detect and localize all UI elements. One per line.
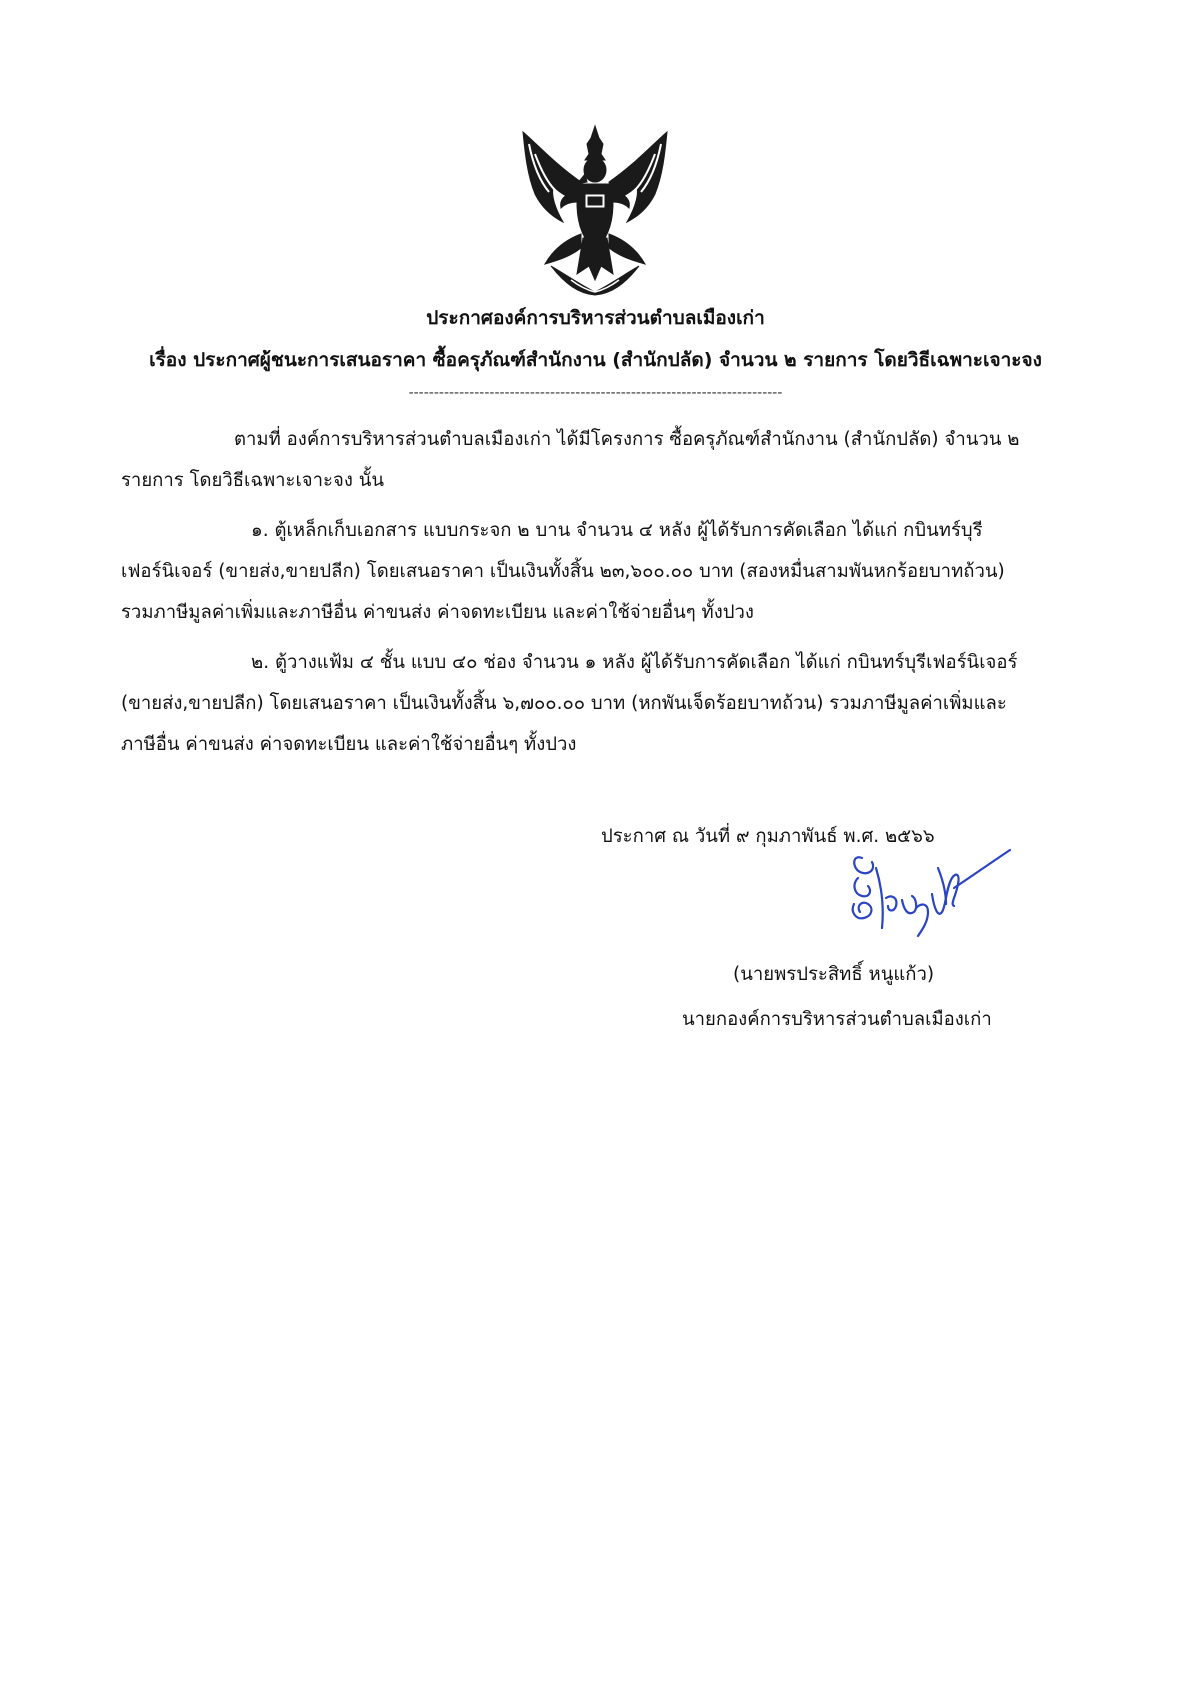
announcement-subject: เรื่อง ประกาศผู้ชนะการเสนอราคา ซื้อครุภัณฑ์สำนักงาน (สำนักปลัด) จำนวน ๒ รายการ โดยวิธีเฉพาะเจาะจง: [149, 349, 1042, 371]
signer-name: (นายพรประสิทธิ์ หนูแก้ว): [733, 964, 935, 985]
announcement-date: ประกาศ ณ วันที่ ๙ กุมภาพันธ์ พ.ศ. ๒๕๖๖: [601, 826, 935, 847]
intro-line-1: ตามที่ องค์การบริหารส่วนตำบลเมืองเก่า ได้มีโครงการ ซื้อครุภัณฑ์สำนักงาน (สำนักปลัด) จำนวน ๒: [234, 429, 1020, 450]
item-1-line-3: รวมภาษีมูลค่าเพิ่มและภาษีอื่น ค่าขนส่ง ค่าจดทะเบียน และค่าใช้จ่ายอื่นๆ ทั้งปวง: [121, 602, 754, 623]
item-2-line-2: (ขายส่ง,ขายปลีก) โดยเสนอราคา เป็นเงินทั้งสิ้น ๖,๗๐๐.๐๐ บาท (หกพันเจ็ดร้อยบาทถ้วน) รวมภาษีมูลค่าเพิ่มและ: [121, 693, 1007, 714]
signer-position: นายกองค์การบริหารส่วนตำบลเมืองเก่า: [682, 1009, 992, 1030]
item-1-line-2: เฟอร์นิเจอร์ (ขายส่ง,ขายปลีก) โดยเสนอราคา เป็นเงินทั้งสิ้น ๒๓,๖๐๐.๐๐ บาท (สองหมื่นสามพันหกร้อยบาทถ้วน): [121, 561, 1005, 582]
item-2-paragraph: [121, 642, 1089, 765]
item-1-line-1: ๑. ตู้เหล็กเก็บเอกสาร แบบกระจก ๒ บาน จำนวน ๔ หลัง ผู้ได้รับการคัดเลือก ได้แก่ กบินทร์บุรี: [251, 520, 983, 541]
intro-line-2: รายการ โดยวิธีเฉพาะเจาะจง นั้น: [121, 470, 385, 491]
item-2-line-1: ๒. ตู้วางแฟ้ม ๔ ชั้น แบบ ๔๐ ช่อง จำนวน ๑ หลัง ผู้ได้รับการคัดเลือก ได้แก่ กบินทร์บุรีเฟอร์นิเจอร์: [251, 652, 1018, 673]
item-2-line-3: ภาษีอื่น ค่าขนส่ง ค่าจดทะเบียน และค่าใช้จ่ายอื่นๆ ทั้งปวง: [121, 734, 577, 755]
garuda-emblem-icon: [515, 124, 675, 296]
intro-paragraph: [121, 419, 1089, 501]
item-1-paragraph: [121, 510, 1089, 633]
handwritten-signature: [842, 838, 1012, 948]
divider: --------------------------------------------------------------------------: [408, 385, 783, 401]
announcement-title: ประกาศองค์การบริหารส่วนตำบลเมืองเก่า: [426, 307, 765, 329]
